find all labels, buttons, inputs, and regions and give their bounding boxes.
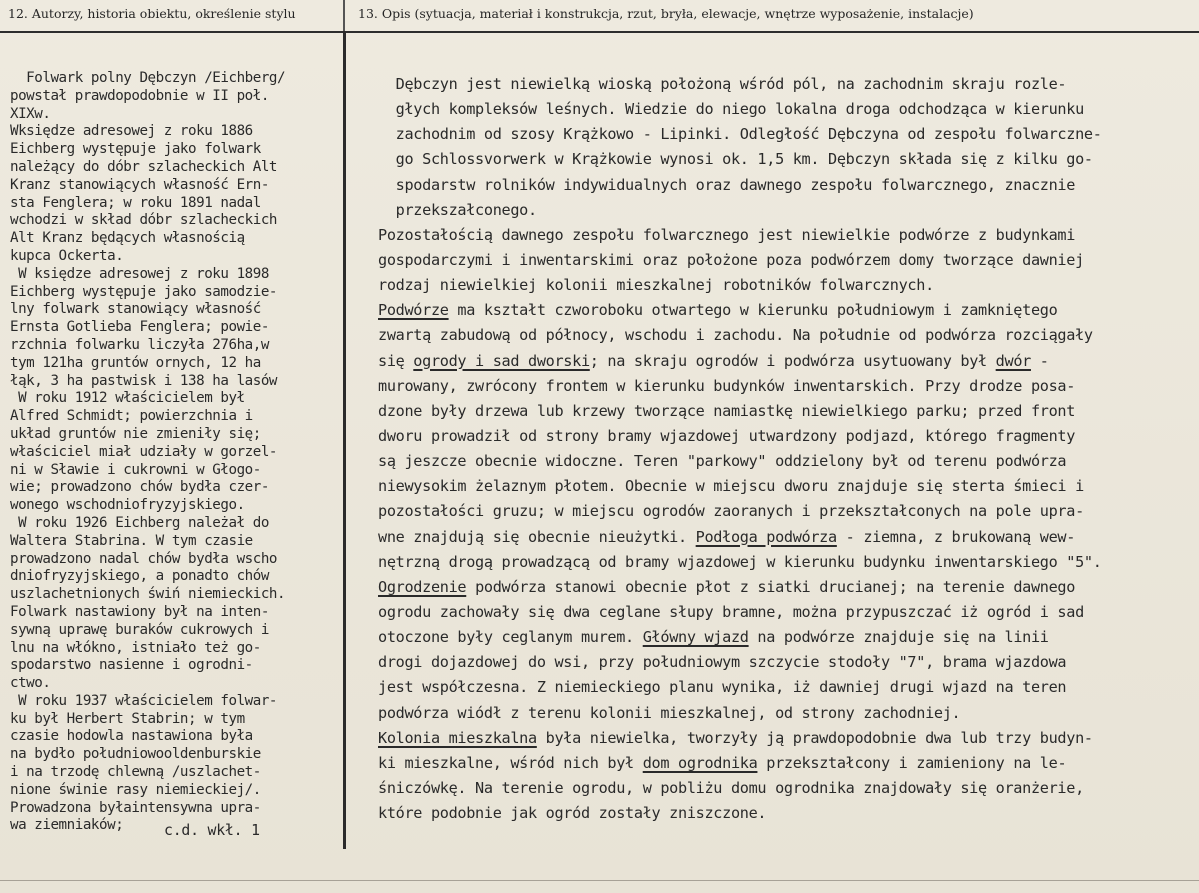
history-text-line: ctwo. [10,675,51,692]
history-text-line: wie; prowadzono chów bydła czer- [10,479,269,496]
history-text-line: prowadzono nadal chów bydła wscho [10,550,278,567]
history-text-line: ni w Sławie i cukrowni w Głogo- [10,461,261,478]
history-text-line: Eichberg występuje jako folwark [10,141,261,158]
history-column [10,70,348,835]
underlined-term: Podłoga podwórza [695,527,837,546]
history-text-line: sywną uprawę buraków cukrowych i [10,621,269,638]
underlined-term: ogrody i sad dworski [413,351,590,370]
history-text-line: Alt Kranz będących własnością [10,230,245,247]
section-13-header: 13. Opis (sytuacja, materiał i konstrukcja, rzut, bryła, elewacje, wnętrze wyposażenie, instalacje) [358,6,974,21]
description-text-line [378,298,1199,323]
history-text-line: Folwark nastawiony był na inten- [10,603,269,620]
history-text-line: tym 121ha gruntów ornych, 12 ha [10,354,261,371]
text-segment: ; na skraju ogrodów i podwórza usytuowany był [589,351,996,370]
description-text-line [378,248,1199,273]
text-segment: spodarstw rolników indywidualnych oraz dawnego zespołu folwarcznego, znacznie [378,175,1076,194]
text-segment: nętrzną drogą prowadzącą od bramy wjazdowej w kierunku budynku inwentarskiego "5". [378,552,1102,571]
description-text-line [378,801,1199,826]
description-text-line [378,776,1199,801]
description-text-line [378,223,1199,248]
text-segment: gospodarczymi i inwentarskimi oraz położone poza podwórzem domy tworzące dawniej [378,250,1084,269]
history-text-line: Wksiędze adresowej z roku 1886 [10,123,253,140]
description-text-line [378,525,1199,550]
history-text-line: lnu na włókno, istniało też go- [10,639,261,656]
description-column [378,72,1199,826]
text-segment: - [1030,351,1049,370]
text-segment: się [378,351,414,370]
history-text-line: XIXw. [10,105,51,122]
underlined-term: Główny wjazd [642,628,749,647]
text-segment: rodzaj niewielkiej kolonii mieszkalnej robotników folwarcznych. [378,276,934,295]
description-text-line [378,675,1199,700]
history-text-line: właściciel miał udziały w gorzel- [10,443,278,460]
text-segment: ma kształt czworoboku otwartego w kierunku południowym i zamkniętego [448,301,1058,320]
description-text-line [378,600,1199,625]
text-segment: są jeszcze obecnie widoczne. Teren "parkowy" oddzielony był od terenu podwórza [378,452,1067,471]
underlined-term: dwór [995,351,1031,370]
text-segment: - ziemna, z brukowaną wew- [836,527,1076,546]
description-text-line [378,323,1199,348]
description-text-line [378,751,1199,776]
description-text-line [378,374,1199,399]
text-segment: podwórza stanowi obecnie płot z siatki drucianej; na terenie dawnego [466,577,1076,596]
text-segment: Dębczyn jest niewielką wioską położoną wśród pól, na zachodnim skraju rozle- [378,75,1067,93]
history-text-line: rzchnia folwarku liczyła 276ha,w [10,336,269,353]
underlined-term: Podwórze [378,301,449,320]
history-text-line: Folwark polny Dębczyn /Eichberg/ [10,70,286,86]
history-text-line: dniofryzyjskiego, a ponadto chów [10,568,269,585]
text-segment: drogi dojazdowej do wsi, przy południowym szczycie stodoły "7", brama wjazdowa [378,653,1067,672]
history-text-line: spodarstwo nasienne i ogrodni- [10,657,253,674]
text-segment: przekszałconego. [378,200,537,219]
history-text-line: i na trzodę chlewną /uszlachet- [10,764,261,781]
history-text-line: Eichberg występuje jako samodzie- [10,283,278,300]
history-text-line: na bydło południowooldenburskie [10,746,261,763]
description-text-line [378,650,1199,675]
history-text-line: W roku 1912 właścicielem był [10,390,245,407]
description-text-line [378,273,1199,298]
text-segment: dzone były drzewa lub krzewy tworzące namiastkę niewielkiego parku; przed front [378,401,1076,420]
history-text-line: układ gruntów nie zmieniły się; [10,425,261,442]
history-text-line: Kranz stanowiących własność Ern- [10,176,269,193]
text-segment: na podwórze znajduje się na linii [748,628,1049,647]
underlined-term: Ogrodzenie [378,577,467,596]
history-text-line: Alfred Schmidt; powierzchnia i [10,408,253,425]
text-segment: niewysokim żelaznym płotem. Obecnie w miejscu dworu znajduje się sterta śmieci i [378,477,1084,496]
text-segment: dworu prowadził od strony bramy wjazdowej utwardzony podjazd, którego fragmenty [378,426,1076,445]
text-segment: podwórza wiódł z terenu kolonii mieszkalnej, od strony zachodniej. [378,703,961,722]
description-text-line [378,550,1199,575]
description-text-line [378,499,1199,524]
description-text-line [378,701,1199,726]
history-text-line: W roku 1926 Eichberg należał do [10,514,269,531]
text-segment: ogrodu zachowały się dwa ceglane słupy bramne, można przypuszczać iż ogród i sad [378,602,1084,621]
history-text-line: ku był Herbert Stabrin; w tym [10,710,245,727]
description-text-line [378,97,1199,122]
history-text-line: Prowadzona byłaintensywna upra- [10,799,261,816]
underlined-term: Kolonia mieszkalna [378,728,537,747]
history-text-line: Ernsta Gotlieba Fenglera; powie- [10,319,269,336]
history-text-line: uszlachetnionych świń niemieckich. [10,586,286,603]
text-segment: jest współczesna. Z niemieckiego planu wynika, iż dawniej drugi wjazd na teren [378,678,1067,697]
description-text-line [378,72,1199,97]
history-text-line: czasie hodowla nastawiona była [10,728,253,745]
history-text-line: kupca Ockerta. [10,247,124,264]
text-segment: zwartą zabudową od północy, wschodu i zachodu. Na południe od podwórza rozciągały [378,326,1093,345]
text-segment: głych kompleksów leśnych. Wiedzie do niego lokalna droga odchodząca w kierunku [378,100,1084,119]
text-segment: murowany, zwrócony frontem w kierunku budynków inwentarskich. Przy drodze posa- [378,376,1076,395]
history-text-line: Waltera Stabrina. W tym czasie [10,532,253,549]
history-text-line: lny folwark stanowiący własność [10,301,261,318]
history-text-line: W księdze adresowej z roku 1898 [10,265,269,282]
bottom-edge [0,880,1199,881]
history-text-line: wonego wschodniofryzyjskiego. [10,497,245,514]
section-12-header: 12. Autorzy, historia obiektu, określenie stylu [8,6,296,21]
description-text-line [378,198,1199,223]
text-segment: go Schlossvorwerk w Krążkowie wynosi ok. 1,5 km. Dębczyn składa się z kilku go- [378,150,1093,169]
history-text-line: nione świnie rasy niemieckiej/. [10,781,261,798]
text-segment: śniczówkę. Na terenie ogrodu, w pobliżu domu ogrodnika znajdowały się oranżerie, [378,778,1084,797]
history-text-line: wa ziemniaków; [10,817,124,834]
history-text-line: łąk, 3 ha pastwisk i 138 ha lasów [10,372,278,389]
description-text-line [378,625,1199,650]
underlined-term: dom ogrodnika [642,753,758,772]
history-text-line: W roku 1937 właścicielem folwar- [10,692,278,709]
text-segment: była niewielka, tworzyły ją prawdopodobnie dwa lub trzy budyn- [536,728,1093,747]
history-text-line: sta Fenglera; w roku 1891 nadal [10,194,261,211]
text-segment: zachodnim od szosy Krążkowo - Lipinki. Odległość Dębczyna od zespołu folwarczne- [378,125,1102,144]
header-rule [0,31,1199,33]
description-text-line [378,399,1199,424]
text-segment: Pozostałością dawnego zespołu folwarcznego jest niewielkie podwórze z budynkami [378,225,1076,244]
text-segment: otoczone były ceglanym murem. [378,628,643,647]
description-text-line [378,726,1199,751]
text-segment: wne znajdują się obecnie nieużytki. [378,527,696,546]
history-text-line: należący do dóbr szlacheckich Alt [10,158,278,175]
description-text-line [378,173,1199,198]
text-segment: ki mieszkalne, wśród nich był [378,753,643,772]
description-text-line [378,147,1199,172]
text-segment: pozostałości gruzu; w miejscu ogrodów zaoranych i przekształconych na pole upra- [378,502,1084,521]
text-segment: które podobnie jak ogród zostały zniszczone. [378,804,767,823]
description-text-line [378,474,1199,499]
header-divider [343,0,345,31]
description-text-line [378,449,1199,474]
description-text-line [378,122,1199,147]
history-text-line: powstał prawdopodobnie w II poł. [10,87,269,104]
description-text-line [378,349,1199,374]
text-segment: przekształcony i zamieniony na le- [757,753,1067,772]
history-text-line: wchodzi w skład dóbr szlacheckich [10,212,278,229]
continuation-note: c.d. wkł. 1 [164,822,260,836]
description-text-line [378,575,1199,600]
description-text-line [378,424,1199,449]
